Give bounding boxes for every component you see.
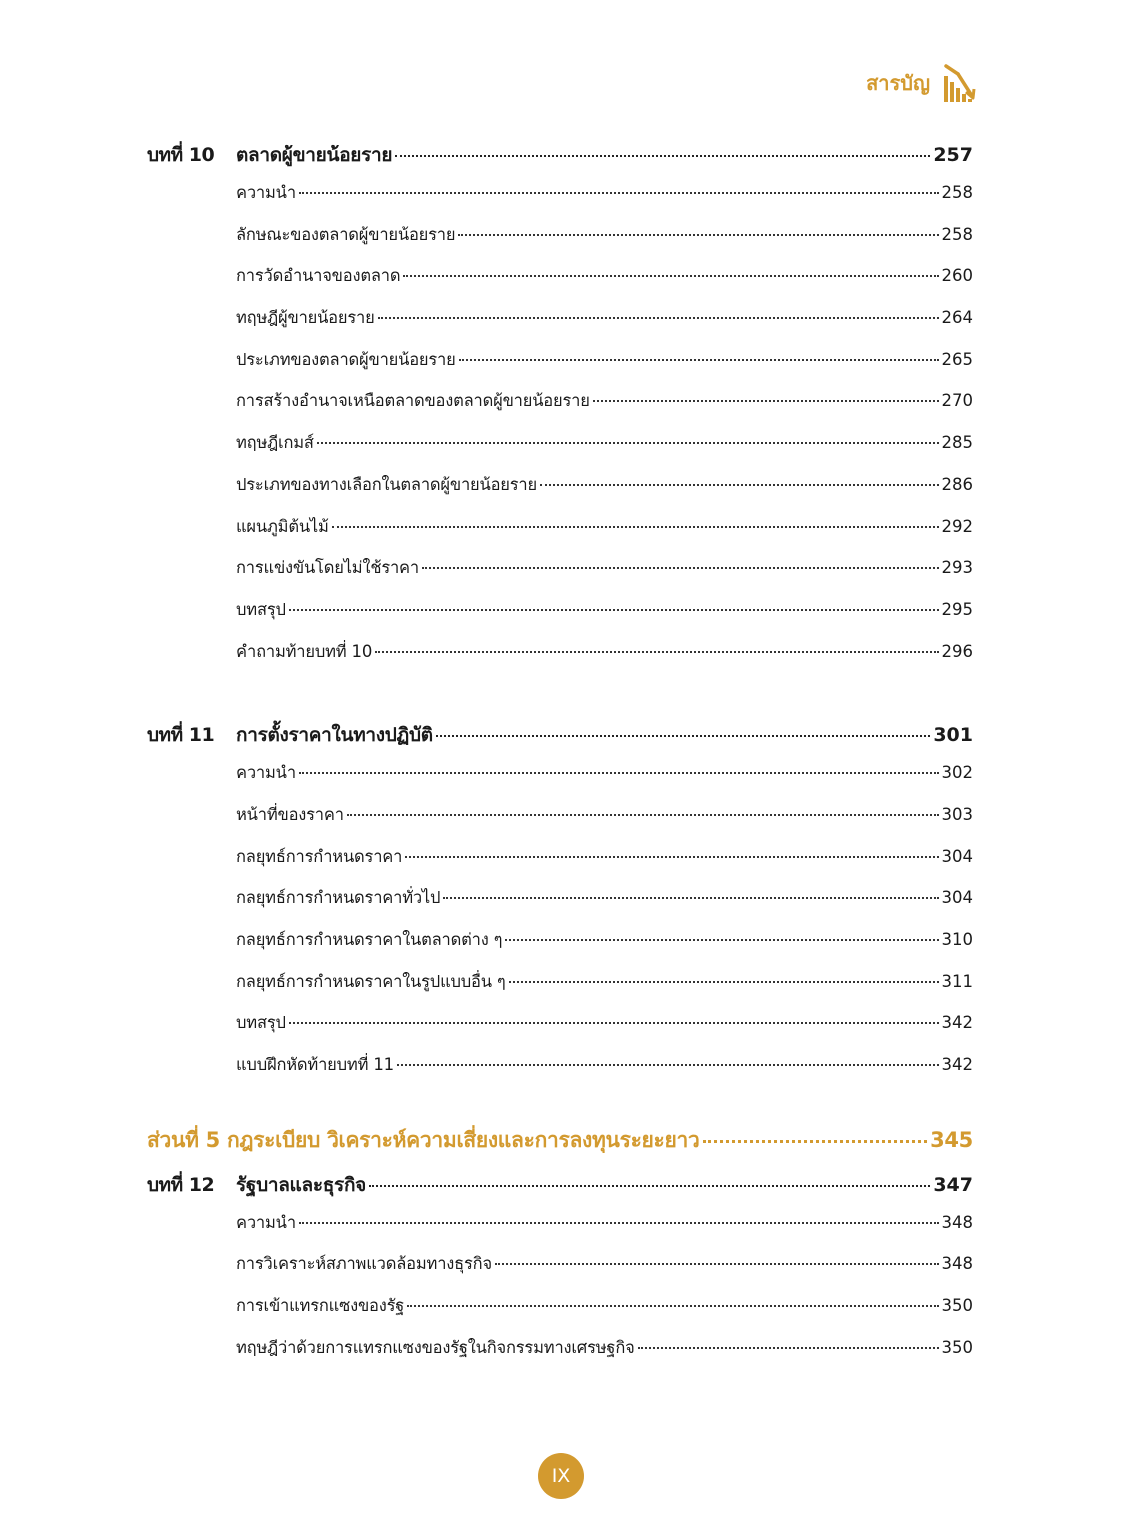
item-title: กลยุทธ์การกำหนดราคาในตลาดต่าง ๆ <box>236 930 503 949</box>
toc-item[interactable] <box>147 305 973 347</box>
toc-item[interactable] <box>147 1210 973 1252</box>
dot-leader <box>540 484 939 486</box>
item-page: 304 <box>941 888 973 908</box>
item-title: บทสรุป <box>236 1013 286 1033</box>
toc-item[interactable] <box>147 222 973 264</box>
toc-item[interactable] <box>147 639 973 681</box>
item-title: กลยุทธ์การกำหนดราคาทั่วไป <box>236 888 441 908</box>
chapter-page: 347 <box>933 1173 973 1196</box>
item-title: กลยุทธ์การกำหนดราคาในรูปแบบอื่น ๆ <box>236 971 506 991</box>
chapter-page: 301 <box>933 724 973 747</box>
item-page: 270 <box>941 391 973 411</box>
toc-item[interactable] <box>147 1251 973 1293</box>
dot-leader <box>403 275 938 277</box>
item-title: การแข่งขันโดยไม่ใช้ราคา <box>236 558 419 578</box>
dot-leader <box>443 897 938 899</box>
toc-item[interactable] <box>147 802 973 844</box>
chapter-10-row[interactable] <box>147 140 973 172</box>
item-page: 286 <box>941 474 973 494</box>
chapter-title: รัฐบาลและธุรกิจ <box>236 1173 366 1196</box>
toc-item[interactable] <box>147 760 973 802</box>
chapter-title: ตลาดผู้ขายน้อยราย <box>236 144 393 166</box>
dot-leader <box>397 1064 939 1066</box>
dot-leader <box>593 400 939 402</box>
toc-item[interactable] <box>147 885 973 927</box>
dot-leader <box>375 651 938 653</box>
toc-item[interactable] <box>147 969 973 1011</box>
item-title: ลักษณะของตลาดผู้ขายน้อยราย <box>236 224 456 244</box>
dot-leader <box>378 317 939 319</box>
item-title: แผนภูมิต้นไม้ <box>236 516 329 536</box>
item-title: ความนำ <box>236 1212 296 1232</box>
page-header <box>866 62 976 104</box>
chapter-12-items <box>147 1210 973 1377</box>
dot-leader <box>459 359 939 361</box>
item-title: การเข้าแทรกแซงของรัฐ <box>236 1296 405 1316</box>
chapter-10-items <box>147 180 973 680</box>
section-gap <box>147 1094 973 1124</box>
item-title: การวิเคราะห์สภาพแวดล้อมทางธุรกิจ <box>236 1254 492 1274</box>
item-page: 265 <box>941 349 973 369</box>
dot-leader <box>495 1263 939 1265</box>
dot-leader <box>395 155 930 157</box>
toc-item[interactable] <box>147 1010 973 1052</box>
dot-leader <box>458 234 938 236</box>
item-page: 310 <box>941 930 973 949</box>
item-page: 342 <box>941 1055 973 1075</box>
item-title: ทฤษฎีว่าด้วยการแทรกแซงของรัฐในกิจกรรมทางเศรษฐกิจ <box>236 1337 635 1357</box>
chapter-label: บทที่ 11 <box>147 724 215 747</box>
dot-leader <box>299 772 939 774</box>
item-page: 342 <box>941 1013 973 1033</box>
item-page: 348 <box>941 1254 973 1274</box>
chapter-label: บทที่ 10 <box>147 144 215 166</box>
declining-bar-chart-icon <box>942 62 976 104</box>
dot-leader <box>289 609 939 611</box>
toc-item[interactable] <box>147 844 973 886</box>
item-title: การวัดอำนาจของตลาด <box>236 266 401 286</box>
item-title: ทฤษฎีผู้ขายน้อยราย <box>236 308 375 328</box>
section-gap <box>147 680 973 720</box>
item-page: 264 <box>941 308 973 328</box>
item-title: กลยุทธ์การกำหนดราคา <box>236 846 403 866</box>
item-page: 295 <box>941 599 973 619</box>
item-page: 303 <box>941 804 973 824</box>
item-title: ทฤษฎีเกมส์ <box>236 433 314 453</box>
dot-leader <box>436 735 931 737</box>
item-page: 258 <box>941 183 973 202</box>
toc-heading: สารบัญ <box>866 71 930 95</box>
item-title: บทสรุป <box>236 599 286 619</box>
item-page: 350 <box>941 1296 973 1316</box>
dot-leader <box>509 981 939 983</box>
chapter-11-row[interactable] <box>147 720 973 752</box>
dot-leader <box>638 1347 939 1349</box>
item-title: ความนำ <box>236 183 296 202</box>
dot-leader <box>405 856 938 858</box>
toc-item[interactable] <box>147 180 973 222</box>
dot-leader <box>289 1022 939 1024</box>
toc-item[interactable] <box>147 927 973 969</box>
table-of-contents <box>147 140 973 1377</box>
item-title: ความนำ <box>236 763 296 783</box>
chapter-page: 257 <box>933 144 973 166</box>
toc-item[interactable] <box>147 555 973 597</box>
dot-leader <box>422 567 939 569</box>
item-page: 302 <box>941 763 973 783</box>
item-title: คำถามท้ายบทที่ 10 <box>236 641 373 661</box>
item-page: 258 <box>941 224 973 244</box>
item-page: 348 <box>941 1212 973 1232</box>
chapter-label: บทที่ 12 <box>147 1173 215 1196</box>
dot-leader <box>505 939 938 941</box>
dot-leader <box>407 1305 938 1307</box>
toc-item[interactable] <box>147 388 973 430</box>
item-title: แบบฝึกหัดท้ายบทที่ 11 <box>236 1055 394 1075</box>
part-title: ส่วนที่ 5 กฎระเบียบ วิเคราะห์ความเสี่ยงและการลงทุนระยะยาว <box>147 1127 700 1152</box>
item-title: ประเภทของทางเลือกในตลาดผู้ขายน้อยราย <box>236 474 537 494</box>
part-5-row[interactable] <box>147 1124 973 1164</box>
item-page: 296 <box>941 641 973 661</box>
item-page: 304 <box>941 846 973 866</box>
item-title: หน้าที่ของราคา <box>236 804 344 824</box>
item-title: การสร้างอำนาจเหนือตลาดของตลาดผู้ขายน้อยราย <box>236 391 590 411</box>
chapter-title: การตั้งราคาในทางปฏิบัติ <box>236 724 433 747</box>
toc-item[interactable] <box>147 1335 973 1377</box>
toc-item[interactable] <box>147 1052 973 1094</box>
part-page: 345 <box>930 1127 973 1152</box>
item-page: 292 <box>941 516 973 536</box>
toc-item[interactable] <box>147 597 973 639</box>
item-page: 260 <box>941 266 973 286</box>
toc-item[interactable] <box>147 263 973 305</box>
dot-leader <box>317 442 939 444</box>
item-page: 311 <box>941 971 973 991</box>
dot-leader <box>703 1140 928 1143</box>
item-page: 285 <box>941 433 973 453</box>
toc-item[interactable] <box>147 472 973 514</box>
item-title: ประเภทของตลาดผู้ขายน้อยราย <box>236 349 456 369</box>
toc-item[interactable] <box>147 430 973 472</box>
toc-item[interactable] <box>147 514 973 556</box>
item-page: 350 <box>941 1337 973 1357</box>
chapter-12-row[interactable] <box>147 1170 973 1202</box>
dot-leader <box>347 814 939 816</box>
dot-leader <box>369 1185 930 1187</box>
page-number-badge: IX <box>538 1453 584 1499</box>
toc-item[interactable] <box>147 1293 973 1335</box>
dot-leader <box>332 526 939 528</box>
item-page: 293 <box>941 558 973 578</box>
chapter-11-items <box>147 760 973 1094</box>
dot-leader <box>299 192 939 194</box>
toc-item[interactable] <box>147 347 973 389</box>
dot-leader <box>299 1222 939 1224</box>
